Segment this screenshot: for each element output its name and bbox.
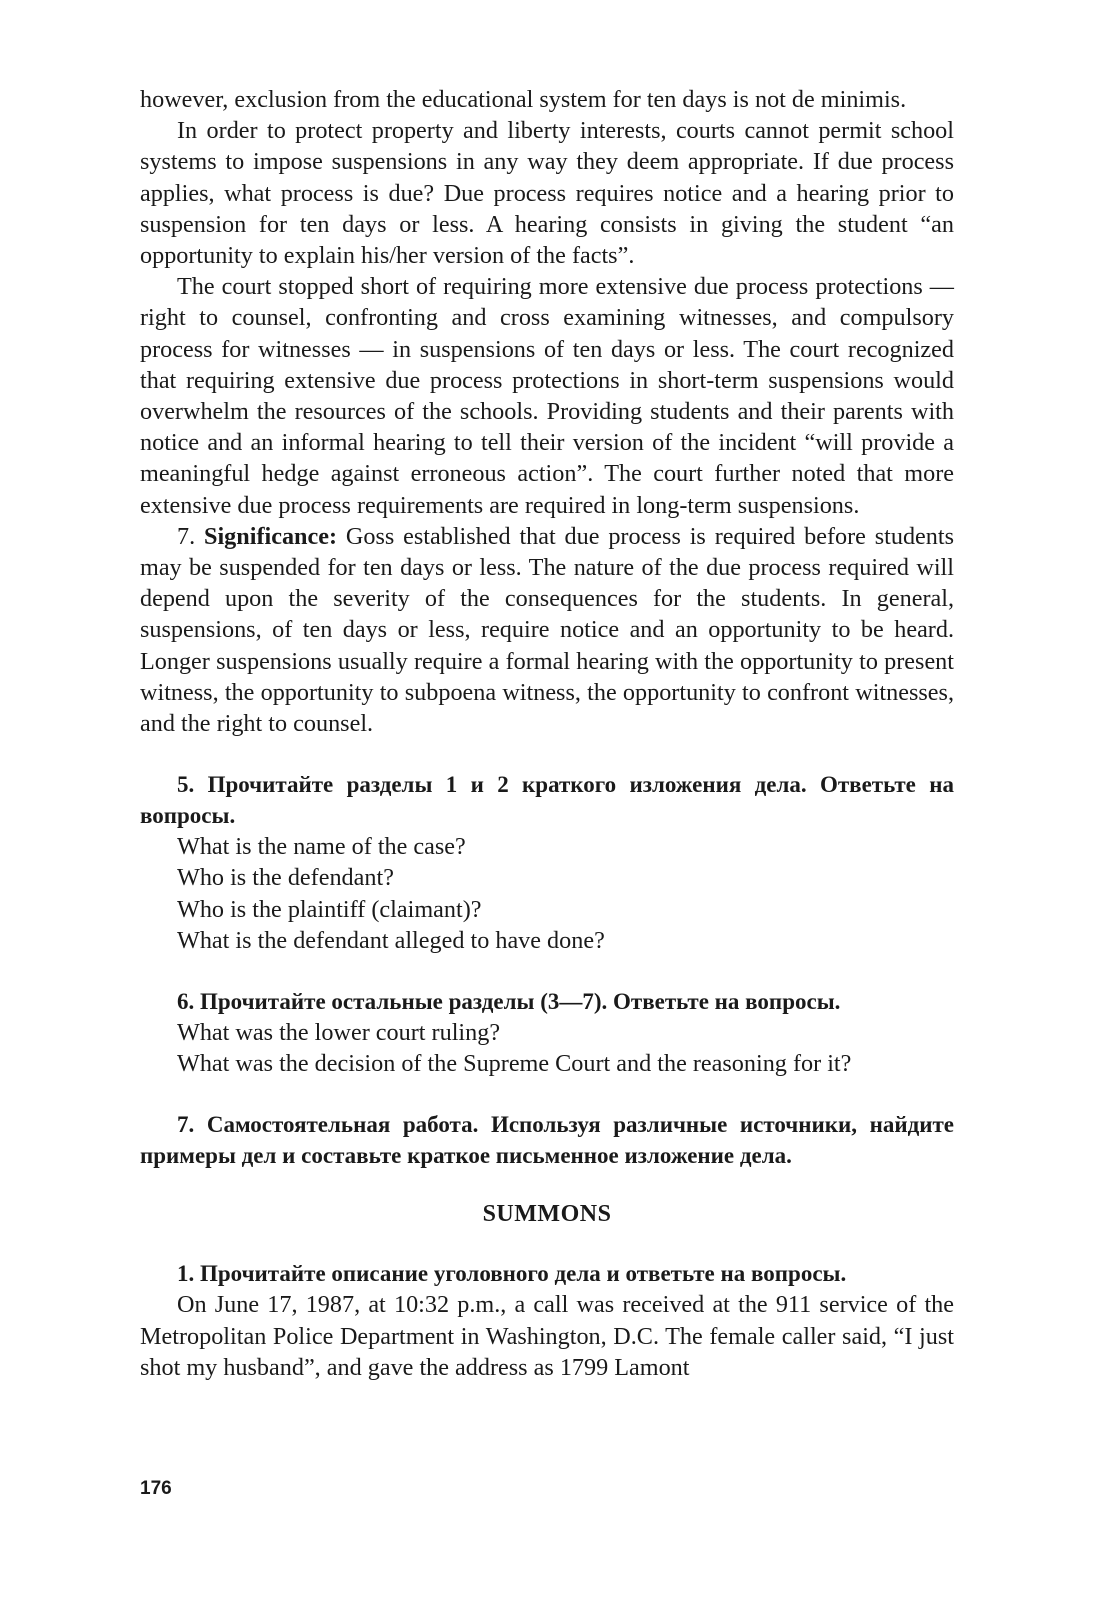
summons-task-1-heading: 1. Прочитайте описание уголовного дела и ответьте на вопросы.: [177, 1261, 847, 1287]
paragraph: however, exclusion from the educational system for ten days is not de minimis.: [140, 86, 907, 113]
significance-paragraph: [140, 521, 954, 739]
paragraph: On June 17, 1987, at 10:32 p.m., a call was received at the 911 service of the Metropolitan Police Department in Washington, D.C. The female caller said, “I just shot my husband”, and gave the address as 1799 Lamont: [140, 1291, 954, 1381]
significance-number: 7.: [177, 522, 196, 550]
paragraph: In order to protect property and liberty interests, courts cannot permit school systems to impose suspensions in any way they deem appropriate. If due process applies, what process is due? Due process requires notice and a hearing prior to suspension for ten days or less. A hearing consists in giving the student “an opportunity to explain his/her version of the facts”.: [140, 117, 954, 270]
paragraph: The court stopped short of requiring more extensive due process protections — right to counsel, confronting and cross examining witnesses, and compulsory process for witnesses — in suspensions of ten days or less. The court recognized that requiring extensive due process protections in short-term suspensions would overwhelm the resources of the schools. Providing students and their parents with notice and an informal hearing to tell their version of the incident “will provide a meaningful hedge against erroneous action”. The court further noted that more extensive due process requirements are required in long-term suspensions.: [140, 273, 954, 519]
question: What is the name of the case?: [177, 833, 466, 861]
question: Who is the plaintiff (claimant)?: [177, 895, 482, 923]
question: What was the decision of the Supreme Court and the reasoning for it?: [177, 1050, 852, 1078]
page-number: 176: [140, 1478, 172, 1499]
question: Who is the defendant?: [177, 864, 394, 892]
task-6-heading: 6. Прочитайте остальные разделы (3—7). Ответьте на вопросы.: [177, 989, 841, 1015]
task-5-heading: 5. Прочитайте разделы 1 и 2 краткого изложения дела. Ответьте на вопросы.: [140, 772, 954, 829]
task-7-heading: 7. Самостоятельная работа. Используя различные источники, найдите примеры дел и составьте краткое письменное изложение дела.: [140, 1112, 954, 1169]
body-text: [140, 84, 954, 1383]
question: What was the lower court ruling?: [177, 1019, 501, 1047]
question: What is the defendant alleged to have done?: [177, 926, 605, 954]
significance-label: Significance:: [204, 522, 338, 550]
section-title: SUMMONS: [482, 1201, 612, 1228]
significance-text: Goss established that due process is required before students may be suspended for ten days or less. The nature of the due process required will depend upon the severity of the consequences for the students. In general, suspensions, of ten days or less, require notice and an opportunity to be heard. Longer suspensions usually require a formal hearing with the opportunity to present witness, the opportunity to subpoena witness, the opportunity to confront witnesses, and the right to counsel.: [140, 522, 955, 738]
